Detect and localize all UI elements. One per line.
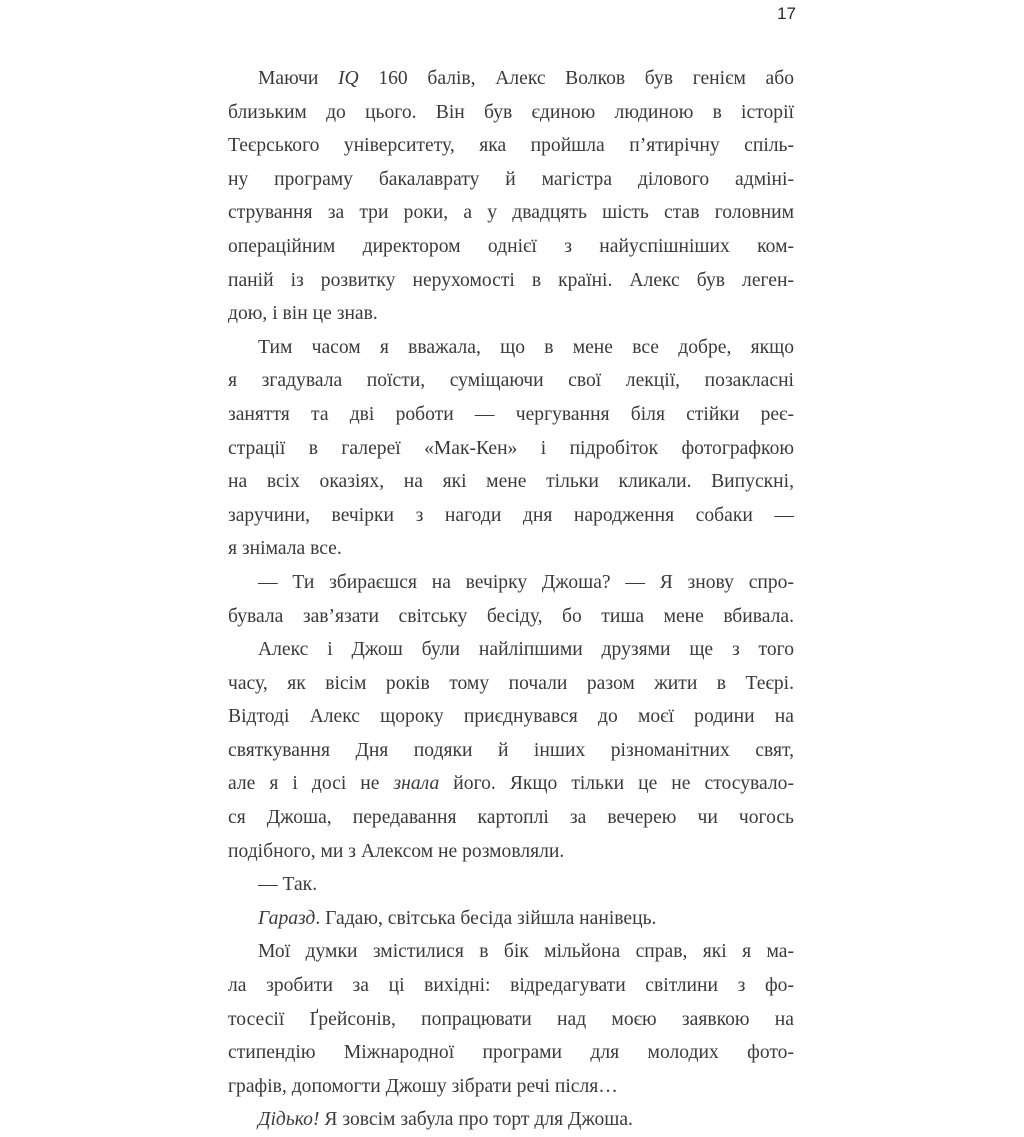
text-run: заручини, вечірки з нагоди дня народження собаки — [228,504,794,526]
text-line [228,801,794,835]
text-line-content [228,432,794,466]
text-line [228,331,794,365]
text-line [228,297,794,331]
text-line [228,1003,794,1037]
text-line [228,62,794,96]
italic-text: Гаразд [258,907,316,929]
text-run: стрування за три роки, а у двадцять шість став головним [228,202,794,224]
italic-text: знала [393,773,440,795]
italic-text: IQ [338,68,359,89]
text-run: я знімала все. [228,538,342,560]
text-run: ся Джоша, передавання картоплі за вечерею чи чогось [228,807,794,829]
text-line [228,432,794,466]
text-run: паній із розвитку нерухомості в країні. Алекс був леген- [228,269,794,291]
text-line [228,230,794,264]
text-line [228,835,794,869]
text-line [228,935,794,969]
text-run: 160 балів, Алекс Волков був генієм або [358,68,795,89]
text-run: Теєрського університету, яка пройшла п’ятирічну спіль- [228,135,794,157]
text-line [228,969,794,1003]
text-line [228,1036,794,1070]
text-line-content [228,499,794,533]
text-line-content [228,767,794,801]
text-line [228,163,794,197]
text-run: страції в галереї «Мак-Кен» і підробіток фотографкою [228,437,794,459]
text-line [228,600,794,634]
text-line-content [228,196,794,230]
text-run: тосесії Ґрейсонів, попрацювати над моєю заявкою на [228,1008,794,1030]
text-run: бувала зав’язати світську бесіду, бо тиша мене вбивала. [228,605,794,627]
text-line-content [228,969,794,1003]
text-line-content [228,1036,794,1070]
text-line [228,1070,794,1104]
text-line [228,264,794,298]
text-run: дою, і він це знав. [228,303,378,325]
text-line-content [228,163,794,197]
text-run: стипендію Міжнародної програми для молодих фото- [228,1042,794,1064]
text-run: Я зовсім забула про торт для Джоша. [319,1109,633,1131]
text-line-content [228,96,794,130]
text-line [228,633,794,667]
text-line-content [228,1070,794,1104]
text-line-content [228,700,794,734]
page-number: 17 [777,4,796,23]
text-run: Відтоді Алекс щороку приєднувався до моєї родини на [228,706,794,728]
text-line [228,667,794,701]
text-line-content [228,129,794,163]
text-line-content [228,297,794,331]
text-line [228,364,794,398]
text-run: Алекс і Джош були найліпшими друзями ще з того [258,639,794,661]
text-run: Тим часом я вважала, що в мене все добре, якщо [258,336,794,358]
text-line-content [258,331,794,365]
text-line [228,499,794,533]
text-line-content [258,902,794,936]
text-run: його. Якщо тільки це не стосувало- [439,773,794,795]
text-line [228,196,794,230]
text-line-content [228,465,794,499]
text-line [228,767,794,801]
text-line [228,902,794,936]
text-line-content [258,566,794,600]
text-line-content [228,230,794,264]
text-run: я згадувала поїсти, суміщаючи свої лекції, позакласні [228,370,794,392]
text-line-content [258,1103,794,1137]
text-line [228,868,794,902]
text-run: близьким до цього. Він був єдиною людиною в історії [228,101,794,123]
text-line [228,96,794,130]
text-run: на всіх оказіях, на які мене тільки кликали. Випускні, [228,471,794,493]
text-run: Маючи [258,68,338,89]
text-run: — Ти збираєшся на вечірку Джоша? — Я знову спро- [258,571,794,593]
text-run: — Так. [258,874,318,896]
text-line [228,566,794,600]
text-line-content [228,532,794,566]
text-run: операційним директором однієї з найуспішніших ком- [228,235,794,257]
text-line-content [258,935,794,969]
text-line [228,465,794,499]
text-line-content [228,835,794,869]
text-run: графів, допомогти Джошу зібрати речі після… [228,1075,618,1097]
text-line-content [228,264,794,298]
text-line-content [228,801,794,835]
text-line [228,1103,794,1137]
text-line [228,398,794,432]
italic-text: Дідько! [258,1109,320,1131]
text-run: подібного, ми з Алексом не розмовляли. [228,840,565,862]
text-run: . Гадаю, світська бесіда зійшла нанівець. [315,907,657,929]
text-run: святкування Дня подяки й інших різноманітних свят, [228,739,794,761]
text-run: ла зробити за ці вихідні: відредагувати світлини з фо- [228,975,794,997]
text-line [228,734,794,768]
text-line-content [228,1003,794,1037]
text-line [228,129,794,163]
text-run: часу, як вісім років тому почали разом жити в Теєрі. [228,672,794,694]
text-line-content [228,667,794,701]
text-run: заняття та дві роботи — чергування біля стійки реє- [228,403,794,425]
text-line-content [228,364,794,398]
text-line-content [228,600,794,634]
text-run: Мої думки змістилися в бік мільйона справ, які я ма- [258,941,794,963]
text-line [228,700,794,734]
text-line-content [228,734,794,768]
text-line-content [258,62,794,96]
text-line-content [228,398,794,432]
text-run: але я і досі не [228,773,394,795]
text-line-content [258,633,794,667]
text-run: ну програму бакалаврату й магістра ділового адміні- [228,168,794,190]
text-line [228,532,794,566]
book-text-body [228,62,794,1137]
text-line-content [258,868,794,902]
